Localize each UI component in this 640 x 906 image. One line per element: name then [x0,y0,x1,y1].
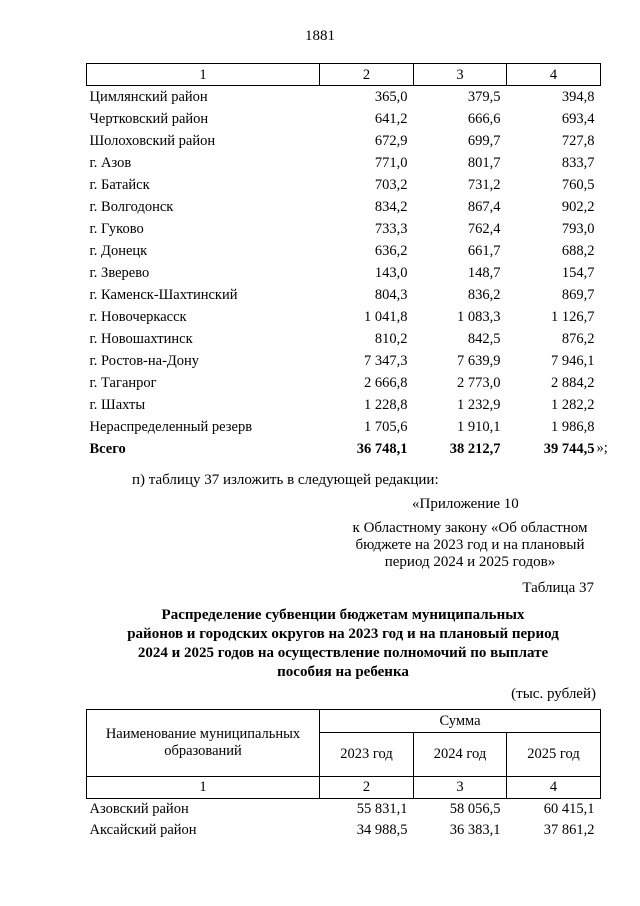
value-2025: 154,7 [561,265,595,281]
column-number: 2 [320,64,414,86]
units-label: (тыс. рублей) [511,686,596,702]
value-2023: 672,9 [374,133,408,149]
value-2025: 727,8 [561,133,595,149]
table-row [87,328,601,350]
table-row [87,416,601,438]
header-row [87,710,601,733]
value-2023: 703,2 [374,177,408,193]
municipality-name: Шолоховский район [89,133,216,149]
municipality-name: г. Новочеркасск [89,309,187,325]
column-number: 1 [87,64,320,86]
value-2023: 1 228,8 [364,397,408,413]
total-2025: 39 744,5 [543,441,595,457]
value-2025: 37 861,2 [543,822,595,838]
table-heading [86,606,600,682]
value-2023: 810,2 [374,331,408,347]
heading-line: пособия на ребенка [277,664,409,680]
value-2024: 2 773,0 [457,375,501,391]
value-2023: 771,0 [374,155,408,171]
table-row [87,240,601,262]
municipality-name: г. Донецк [89,243,148,259]
value-2023: 143,0 [374,265,408,281]
value-2023: 1 705,6 [364,419,408,435]
value-2025: 869,7 [561,287,595,303]
value-2025: 833,7 [561,155,595,171]
value-2024: 58 056,5 [449,801,501,817]
column-header-line: Наименование муниципальных [105,726,301,742]
municipality-name: Нераспределенный резерв [89,419,253,435]
value-2023: 2 666,8 [364,375,408,391]
table-row [87,130,601,152]
value-2024: 1 910,1 [457,419,501,435]
value-2025: 2 884,2 [551,375,595,391]
column-header-year: 2025 год [507,733,601,777]
value-2025: 394,8 [561,89,595,105]
value-2023: 636,2 [374,243,408,259]
table-row [87,394,601,416]
value-2025: 760,5 [561,177,595,193]
municipality-name: г. Гуково [89,221,144,237]
table-row [87,372,601,394]
amendment-instruction: п) таблицу 37 изложить в следующей редакции: [132,472,439,488]
value-2024: 699,7 [467,133,501,149]
appendix-title: «Приложение 10 [412,496,519,512]
value-2024: 379,5 [467,89,501,105]
value-2024: 762,4 [467,221,501,237]
value-2024: 1 083,3 [457,309,501,325]
appendix-ref-line: к Областному закону «Об областном [352,520,588,536]
value-2025: 1 282,2 [551,397,595,413]
table-row [87,799,601,821]
total-row [87,438,601,460]
column-number-row [87,777,601,799]
subsidy-table-37 [86,709,601,841]
value-2024: 148,7 [467,265,501,281]
value-2024: 731,2 [467,177,501,193]
column-header-line: образований [164,743,242,759]
appendix-ref-line: период 2024 и 2025 годов» [384,554,556,570]
column-number: 3 [414,64,507,86]
table-row [87,306,601,328]
table-row [87,86,601,109]
value-2024: 36 383,1 [449,822,501,838]
value-2024: 842,5 [467,331,501,347]
column-number-row [87,64,601,86]
value-2025: 793,0 [561,221,595,237]
municipality-name: г. Таганрог [89,375,157,391]
municipality-name: г. Каменск-Шахтинский [89,287,238,303]
column-header-name [87,710,320,777]
value-2023: 7 347,3 [364,353,408,369]
value-2024: 867,4 [467,199,501,215]
municipality-name: г. Шахты [89,397,146,413]
column-number: 2 [320,777,414,799]
value-2024: 1 232,9 [457,397,501,413]
municipality-name: Аксайский район [89,822,197,838]
value-2025: 876,2 [561,331,595,347]
total-2025-cell [507,438,608,460]
table-row [87,174,601,196]
column-number: 4 [507,777,601,799]
subsidy-table-continued [86,63,608,460]
value-2023: 1 041,8 [364,309,408,325]
column-number: 4 [507,64,601,86]
value-2025: 60 415,1 [543,801,595,817]
value-2025: 902,2 [561,199,595,215]
municipality-name: Цимлянский район [89,89,208,105]
value-2024: 801,7 [467,155,501,171]
value-2025: 1 126,7 [551,309,595,325]
appendix-reference [340,520,600,571]
value-2024: 836,2 [467,287,501,303]
appendix-ref-line: бюджете на 2023 год и на плановый [355,537,585,553]
value-2024: 661,7 [467,243,501,259]
value-2023: 733,3 [374,221,408,237]
table-row [87,218,601,240]
value-2025: 7 946,1 [551,353,595,369]
table-row [87,350,601,372]
closing-quote: »; [596,440,608,456]
table-row [87,262,601,284]
heading-line: Распределение субвенции бюджетам муниципальных [161,607,525,623]
column-header-year: 2023 год [320,733,414,777]
total-2024: 38 212,7 [449,441,501,457]
table-row [87,284,601,306]
value-2025: 1 986,8 [551,419,595,435]
page-number: 1881 [305,28,335,44]
table-row [87,108,601,130]
column-number: 3 [414,777,507,799]
heading-line: 2024 и 2025 годов на осуществление полномочий по выплате [137,645,549,661]
municipality-name: г. Азов [89,155,132,171]
value-2023: 834,2 [374,199,408,215]
column-header-sum: Сумма [320,710,601,733]
value-2025: 693,4 [561,111,595,127]
municipality-name: г. Батайск [89,177,150,193]
value-2023: 55 831,1 [356,801,408,817]
table-label: Таблица 37 [522,580,594,596]
column-header-year: 2024 год [414,733,507,777]
heading-line: районов и городских округов на 2023 год и на плановый период [127,626,559,642]
value-2023: 804,3 [374,287,408,303]
municipality-name: г. Волгодонск [89,199,174,215]
total-label: Всего [89,441,126,457]
municipality-name: Чертковский район [89,111,209,127]
total-2023: 36 748,1 [356,441,408,457]
table-row [87,152,601,174]
value-2023: 365,0 [374,89,408,105]
municipality-name: Азовский район [89,801,189,817]
value-2023: 641,2 [374,111,408,127]
column-number: 1 [87,777,320,799]
table-row [87,196,601,218]
table-row [87,820,601,841]
value-2023: 34 988,5 [356,822,408,838]
value-2024: 666,6 [467,111,501,127]
municipality-name: г. Ростов-на-Дону [89,353,200,369]
value-2024: 7 639,9 [457,353,501,369]
municipality-name: г. Новошахтинск [89,331,193,347]
value-2025: 688,2 [561,243,595,259]
municipality-name: г. Зверево [89,265,150,281]
